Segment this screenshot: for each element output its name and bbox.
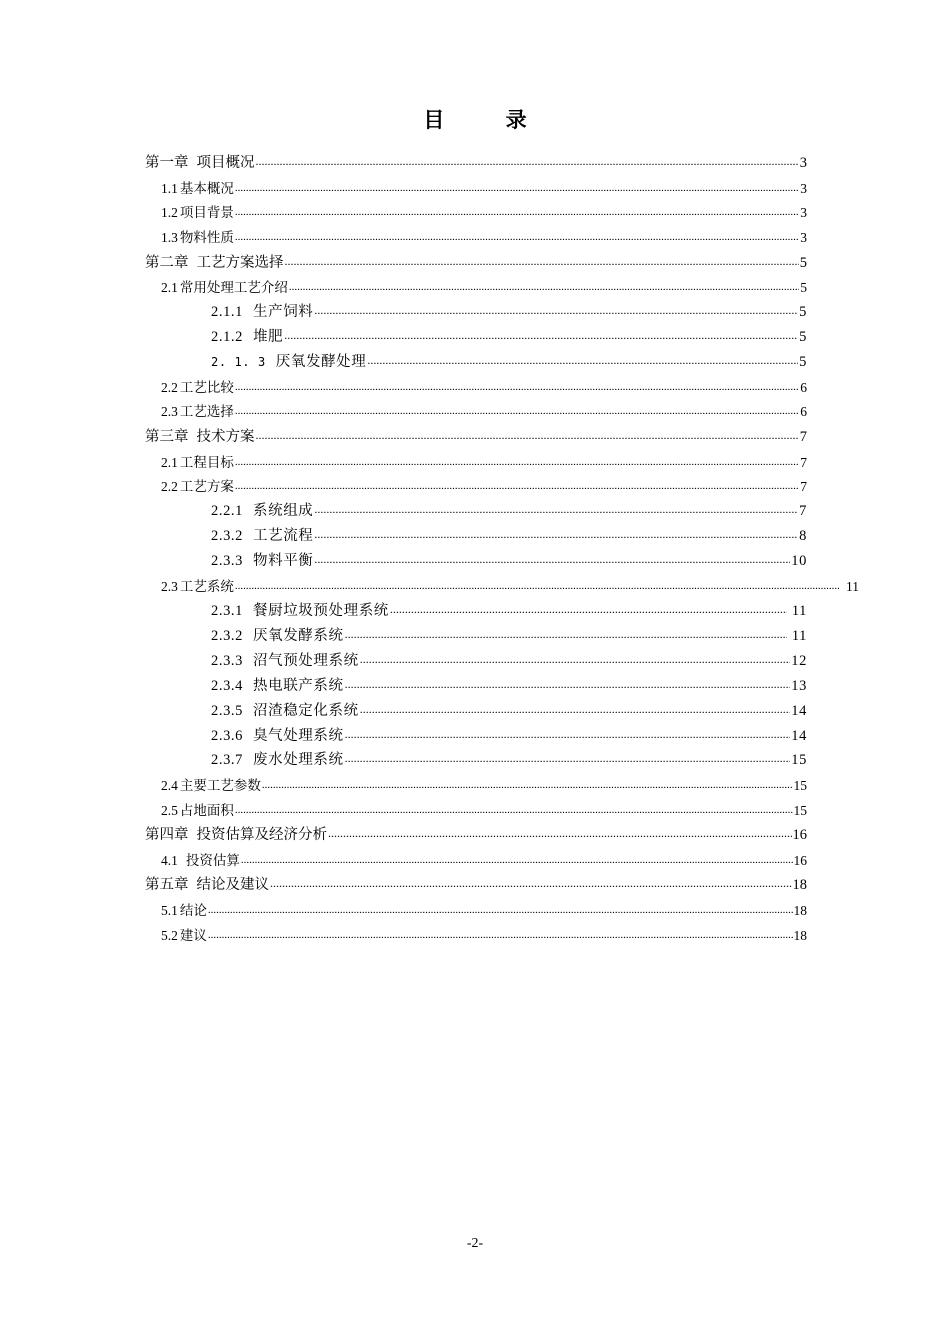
- toc-entry-number: 第四章: [145, 827, 189, 843]
- toc-leader-dots: [345, 752, 791, 767]
- toc-entry-title: 投资估算: [185, 853, 240, 868]
- toc-heading: 目 录: [423, 108, 555, 132]
- toc-entry-title: 结论及建议: [196, 877, 269, 893]
- toc-entry-number: 1.1: [161, 181, 178, 196]
- toc-entry-number: 第一章: [145, 155, 189, 171]
- toc-entry-title: 物料性质: [179, 230, 234, 245]
- toc-entry-number: 2.3.2: [211, 628, 243, 644]
- toc-entry-number: 2.1.2: [211, 329, 243, 345]
- toc-entry-page: 7: [800, 455, 807, 470]
- toc-entry-title: 厌氧发酵系统: [253, 628, 344, 644]
- toc-leader-dots: [345, 678, 791, 693]
- toc-entry-subsection-2-1-1[interactable]: [211, 300, 807, 324]
- toc-entry-subsection-2-3-7[interactable]: [211, 748, 807, 772]
- toc-entry-number: 1.3: [161, 230, 178, 245]
- toc-entry-number: 2.1.1: [211, 304, 243, 320]
- toc-entry-number: 2.1: [161, 280, 178, 295]
- toc-entry-subsection-2-3-3a[interactable]: [211, 549, 807, 573]
- toc-entry-chapter-2[interactable]: [145, 251, 807, 275]
- toc-entry-section-2-3[interactable]: [161, 400, 847, 424]
- toc-leader-dots: [314, 304, 798, 319]
- toc-entry-number: 2.2: [161, 380, 178, 395]
- toc-entry-number: 2.3.6: [211, 728, 243, 744]
- toc-leader-dots: [241, 855, 793, 866]
- toc-entry-title: 主要工艺参数: [179, 778, 261, 793]
- toc-entry-number: 2.3: [161, 404, 178, 419]
- toc-entry-number: 5.2: [161, 928, 178, 943]
- toc-entry-page: 5: [799, 354, 807, 370]
- toc-entry-page: 15: [793, 778, 807, 793]
- toc-entry-section-2-2[interactable]: [161, 376, 847, 400]
- toc-entry-title: 系统组成: [253, 503, 314, 519]
- toc-entry-page: 10: [791, 553, 807, 569]
- toc-leader-dots: [289, 282, 799, 293]
- toc-entry-number: 2. 1. 3: [211, 355, 266, 369]
- toc-entry-page: 5: [800, 280, 807, 295]
- toc-entry-number: 第三章: [145, 429, 189, 445]
- toc-entry-title: 项目背景: [179, 205, 234, 220]
- toc-entry-title: 厌氧发酵处理: [275, 354, 367, 370]
- toc-leader-dots: [235, 183, 799, 194]
- toc-entry-number: 2.2.1: [211, 503, 243, 519]
- toc-entry-page: 12: [791, 653, 807, 669]
- toc-entry-chapter-5[interactable]: [145, 873, 807, 897]
- toc-entry-title: 基本概况: [179, 181, 234, 196]
- toc-leader-dots: [235, 581, 839, 592]
- toc-leader-dots: [314, 553, 790, 568]
- toc-entry-title: 工艺比较: [179, 380, 234, 395]
- toc-entry-title: 建议: [179, 928, 207, 943]
- toc-entry-page: 6: [800, 404, 807, 419]
- toc-entry-section-3-4[interactable]: [161, 774, 839, 798]
- toc-entry-title: 投资估算及经济分析: [196, 827, 327, 843]
- toc-entry-section-3-5[interactable]: [161, 799, 839, 823]
- toc-entry-page: 7: [800, 479, 807, 494]
- toc-leader-dots: [208, 930, 793, 941]
- toc-entry-number: 2.3.1: [211, 603, 243, 619]
- toc-leader-dots: [360, 703, 791, 718]
- toc-leader-dots: [285, 255, 799, 270]
- toc-entry-title: 沼气预处理系统: [253, 653, 359, 669]
- toc-leader-dots: [390, 603, 787, 618]
- toc-leader-dots: [256, 429, 799, 444]
- toc-entry-page: 3: [800, 230, 807, 245]
- toc-leader-dots: [235, 805, 793, 816]
- toc-entry-subsection-2-1-2[interactable]: [211, 325, 807, 349]
- toc-entry-number: 第二章: [145, 255, 189, 271]
- toc-entry-page: 3: [800, 205, 807, 220]
- toc-entry-title: 工艺选择: [179, 404, 234, 419]
- toc-entry-title: 占地面积: [179, 803, 234, 818]
- toc-entry-page: 8: [799, 528, 807, 544]
- toc-entry-page: 6: [800, 380, 807, 395]
- toc-entry-page: 3: [799, 155, 807, 171]
- toc-leader-dots: [270, 877, 792, 892]
- toc-entry-section-1-3[interactable]: [161, 226, 847, 250]
- toc-entry-title: 堆肥: [253, 329, 284, 345]
- toc-entry-chapter-4[interactable]: [145, 823, 807, 847]
- toc-entry-subsection-2-3-3[interactable]: [211, 649, 807, 673]
- toc-entry-section-1-1[interactable]: [161, 177, 847, 201]
- toc-entry-title: 臭气处理系统: [253, 728, 344, 744]
- toc-entry-page: 16: [792, 827, 807, 843]
- toc-entry-number: 5.1: [161, 903, 178, 918]
- toc-entry-page: 14: [791, 703, 807, 719]
- toc-entry-page: 3: [800, 181, 807, 196]
- toc-entry-section-3-1[interactable]: [161, 451, 847, 475]
- toc-leader-dots: [314, 503, 798, 518]
- toc-entry-title: 结论: [179, 903, 207, 918]
- toc-entry-number: 2.5: [161, 803, 178, 818]
- toc-entry-page: 11: [791, 603, 807, 619]
- toc-entry-section-2-1[interactable]: [161, 276, 841, 300]
- toc-entry-title: 物料平衡: [253, 553, 314, 569]
- toc-entry-section-5-2[interactable]: [161, 924, 841, 948]
- toc-entry-subsection-2-3-4[interactable]: [211, 674, 807, 698]
- toc-entry-page: 18: [793, 928, 807, 943]
- toc-entry-number: 2.3.3: [211, 553, 243, 569]
- toc-entry-title: 热电联产系统: [253, 678, 344, 694]
- toc-leader-dots: [367, 354, 798, 369]
- toc-entry-number: 2.1: [161, 455, 178, 470]
- toc-entry-page: 16: [793, 853, 807, 868]
- toc-leader-dots: [328, 827, 792, 842]
- toc-entry-page: 7: [799, 503, 807, 519]
- toc-leader-dots: [235, 481, 799, 492]
- toc-leader-dots: [208, 905, 793, 916]
- page-number-footer: -2-: [466, 1236, 484, 1251]
- toc-entry-title: 技术方案: [196, 429, 255, 445]
- toc-leader-dots: [235, 232, 799, 243]
- toc-leader-dots: [284, 329, 798, 344]
- toc-entry-page: 11: [846, 579, 859, 594]
- toc-leader-dots: [262, 780, 793, 791]
- toc-entry-subsection-2-2-1[interactable]: [211, 499, 807, 523]
- toc-entry-title: 工艺系统: [179, 579, 234, 594]
- toc-entry-chapter-3[interactable]: [145, 425, 807, 449]
- toc-entry-title: 工艺流程: [253, 528, 314, 544]
- toc-entry-page: 13: [791, 678, 807, 694]
- toc-leader-dots: [235, 207, 799, 218]
- toc-leader-dots: [314, 528, 798, 543]
- toc-entry-number: 1.2: [161, 205, 178, 220]
- toc-entry-page: 7: [799, 429, 807, 445]
- toc-entry-section-4-1[interactable]: [161, 849, 839, 873]
- toc-entry-title: 废水处理系统: [253, 752, 344, 768]
- toc-entry-page: 5: [799, 304, 807, 320]
- toc-entry-section-5-1[interactable]: [161, 899, 841, 923]
- toc-entry-chapter-1[interactable]: [145, 151, 807, 175]
- toc-entry-subsection-2-3-5[interactable]: [211, 699, 807, 723]
- toc-entry-subsection-2-3-1[interactable]: [211, 599, 807, 623]
- toc-entry-page: 11: [791, 628, 807, 644]
- toc-entry-title: 餐厨垃圾预处理系统: [253, 603, 389, 619]
- toc-entry-number: 2.3.2: [211, 528, 243, 544]
- toc-entry-title: 生产饲料: [253, 304, 314, 320]
- toc-entry-subsection-2-3-2a[interactable]: [211, 524, 807, 548]
- toc-leader-dots: [345, 628, 787, 643]
- toc-leader-dots: [256, 155, 799, 170]
- toc-entry-number: 2.2: [161, 479, 178, 494]
- toc-leader-dots: [360, 653, 791, 668]
- toc-entry-title: 沼渣稳定化系统: [253, 703, 359, 719]
- toc-entry-subsection-2-3-6[interactable]: [211, 724, 807, 748]
- toc-entry-section-3-2[interactable]: [161, 475, 847, 499]
- toc-leader-dots: [235, 406, 799, 417]
- toc-entry-title: 项目概况: [196, 155, 255, 171]
- toc-entry-title: 工艺方案: [179, 479, 234, 494]
- toc-entry-number: 第五章: [145, 877, 189, 893]
- toc-entry-number: 2.3: [161, 579, 178, 594]
- toc-entry-page: 18: [793, 903, 807, 918]
- toc-entry-number: 2.4: [161, 778, 178, 793]
- toc-entry-number: 2.3.3: [211, 653, 243, 669]
- toc-entry-title: 常用处理工艺介绍: [179, 280, 288, 295]
- toc-entry-title: 工艺方案选择: [196, 255, 284, 271]
- toc-entry-number: 4.1: [161, 853, 178, 868]
- toc-entry-number: 2.3.4: [211, 678, 243, 694]
- toc-entry-page: 15: [791, 752, 807, 768]
- toc-leader-dots: [345, 728, 791, 743]
- toc-entry-page: 5: [799, 329, 807, 345]
- toc-entry-page: 14: [791, 728, 807, 744]
- toc-leader-dots: [235, 457, 799, 468]
- toc-leader-dots: [235, 382, 799, 393]
- toc-entry-section-3-3[interactable]: [161, 575, 859, 599]
- toc-entry-section-1-2[interactable]: [161, 201, 847, 225]
- toc-entry-number: 2.3.5: [211, 703, 243, 719]
- toc-entry-title: 工程目标: [179, 455, 234, 470]
- toc-entry-subsection-2-1-3[interactable]: [211, 350, 807, 374]
- toc-entry-page: 15: [793, 803, 807, 818]
- toc-entry-number: 2.3.7: [211, 752, 243, 768]
- toc-entry-page: 5: [799, 255, 807, 271]
- toc-entry-page: 18: [792, 877, 807, 893]
- toc-entry-subsection-2-3-2[interactable]: [211, 624, 807, 648]
